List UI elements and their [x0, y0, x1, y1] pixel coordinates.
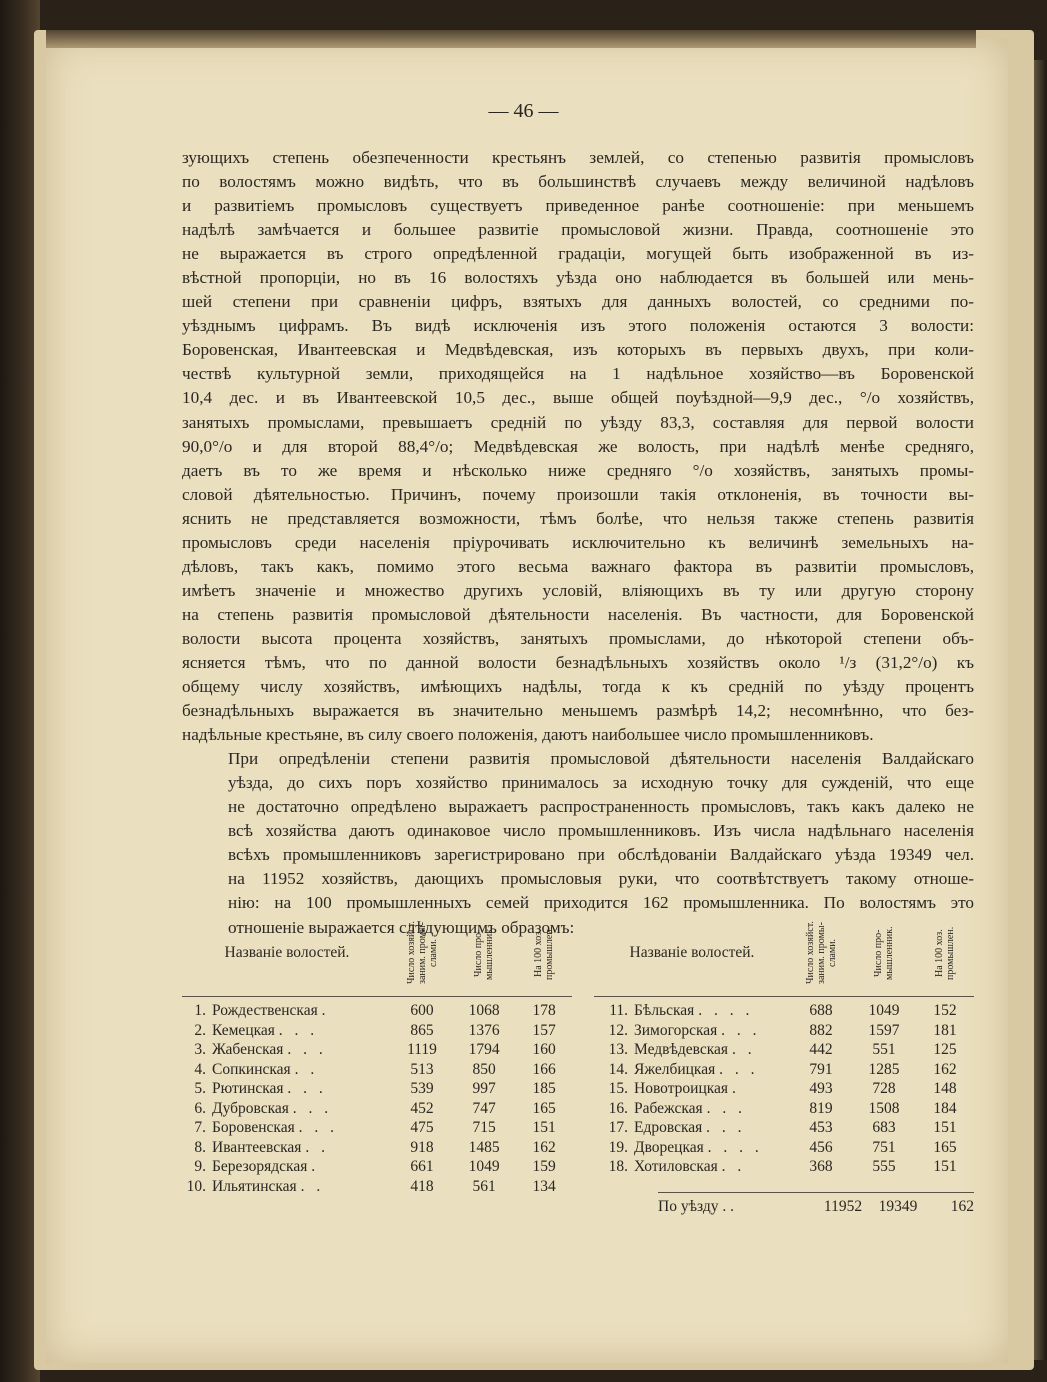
header-district-name: Названіе волостей. — [182, 910, 392, 997]
text-line: 10,4 дес. и въ Ивантеевской 10,5 дес., выше общей поуѣздной—9,9 дес., °/о хозяйствъ, — [182, 388, 974, 408]
text-line: занятыхъ промыслами, превышаетъ средній по уѣзду 83,3, составляя для первой волости — [182, 412, 974, 432]
leader-dots: . — [321, 1002, 330, 1019]
row-number: 13. — [608, 1041, 628, 1058]
district-name: Боровенская — [212, 1119, 295, 1136]
district-name-cell — [634, 997, 790, 1021]
leader-dots: . . — [721, 1158, 746, 1175]
workers-count: 1597 — [868, 1021, 900, 1039]
households-count: 475 — [410, 1119, 434, 1136]
per100-ratio: 134 — [532, 1177, 556, 1195]
text-line: безнадѣльныхъ выражается въ значительно меньшемъ размѣрѣ 14,2; несомнѣнно, что без- — [182, 701, 974, 721]
leader-dots: . . . . — [707, 1138, 763, 1156]
leader-dots: . . — [294, 1060, 319, 1078]
district-name-cell — [634, 1157, 790, 1177]
table-row — [594, 1021, 974, 1041]
workers-count: 997 — [472, 1080, 496, 1097]
district-name: Березорядская — [212, 1158, 308, 1175]
table-row — [594, 1118, 974, 1138]
district-name-cell — [212, 1177, 392, 1197]
body-text — [182, 146, 974, 940]
per100-ratio: 162 — [532, 1138, 556, 1156]
per100-ratio: 159 — [532, 1158, 556, 1175]
households-count: 882 — [809, 1021, 833, 1039]
text-line: имѣетъ значеніе и множество другихъ условій, вліяющихъ въ ту или другую сторону — [182, 580, 974, 600]
leader-dots: . . . . — [698, 1002, 754, 1019]
table-row — [182, 1040, 572, 1060]
workers-count: 1068 — [468, 1002, 500, 1019]
district-name-cell — [634, 1079, 790, 1099]
total-row — [658, 1196, 974, 1218]
text-line: яснить не представляется возможности, тѣмъ болѣе, что нельзя также степень развитія — [182, 508, 974, 528]
row-number: 2. — [194, 1021, 206, 1039]
row-number: 5. — [194, 1080, 206, 1097]
workers-count: 1508 — [868, 1099, 900, 1117]
district-name: Яжелбицкая — [634, 1060, 716, 1078]
row-number: 8. — [194, 1138, 206, 1156]
workers-count: 1794 — [468, 1041, 500, 1058]
households-count: 418 — [410, 1177, 434, 1195]
text-line: по волостямъ можно видѣть, что въ большинствѣ случаевъ между величиной надѣловъ — [182, 172, 974, 192]
table-row — [594, 1138, 974, 1158]
text-line: всѣхъ промышленниковъ зарегистрировано при обслѣдованіи Валдайскаго уѣзда 19349 чел. — [228, 845, 974, 865]
text-line: не выражается въ строго опредѣленной градаціи, могущей быть изображенной въ из- — [182, 244, 974, 264]
leader-dots: . . — [305, 1138, 329, 1156]
table-row — [594, 997, 974, 1021]
table-row — [182, 1177, 572, 1197]
text-line: общему числу хозяйствъ, имѣющихъ надѣлы, тогда к къ средній по уѣзду процентъ — [182, 677, 974, 697]
workers-count: 555 — [872, 1158, 896, 1175]
text-line: зующихъ степень обезпеченности крестьянъ землей, со степенью развитія промысловъ — [182, 148, 974, 167]
table-row — [594, 1040, 974, 1060]
households-count: 368 — [809, 1158, 833, 1175]
workers-count: 1285 — [868, 1060, 900, 1078]
total-rule — [658, 1192, 974, 1193]
workers-count: 715 — [472, 1119, 496, 1136]
per100-ratio: 178 — [532, 1002, 556, 1019]
district-name: Рождественская — [212, 1002, 318, 1019]
per100-ratio: 148 — [933, 1080, 957, 1097]
text-line: промысловъ среди населенія пріурочивать исключительно къ величинѣ земельныхъ на- — [182, 532, 974, 552]
row-number: 16. — [608, 1099, 628, 1117]
header-workers-right: Число про-мышленник. — [852, 910, 916, 997]
text-line: уѣзднымъ цифрамъ. Въ видѣ исключенія изъ этого положенія остаются 3 волости: — [182, 316, 974, 336]
row-number: 6. — [194, 1099, 206, 1117]
households-count: 661 — [410, 1158, 434, 1175]
per100-ratio: 184 — [933, 1099, 957, 1117]
table-right-body — [594, 997, 974, 1177]
leader-dots: . . . — [278, 1021, 319, 1039]
leader-dots: . — [731, 1080, 740, 1097]
per100-ratio: 165 — [933, 1138, 957, 1156]
workers-count: 728 — [872, 1080, 896, 1097]
district-name-cell — [212, 1138, 392, 1158]
district-name-cell — [634, 1040, 790, 1060]
text-line: надѣлѣ замѣчается и большее развитіе промысловой жизни. Правда, соотношеніе это — [182, 220, 974, 240]
households-count: 1119 — [407, 1041, 437, 1058]
district-name-cell — [212, 1060, 392, 1080]
leader-dots: . . . — [287, 1080, 327, 1097]
row-number: 10. — [186, 1177, 206, 1195]
per100-ratio: 185 — [532, 1080, 556, 1097]
text-line: чествѣ культурной земли, приходящейся на 1 надѣльное хозяйство—въ Боровенской — [182, 364, 974, 384]
district-name: Ивантеевская — [212, 1138, 302, 1156]
total-workers: 19349 — [878, 1198, 918, 1215]
row-number: 14. — [608, 1060, 628, 1078]
header-households: Число хозяйст. заним. промы-слами. — [392, 910, 452, 997]
table-left — [182, 910, 572, 1196]
district-name-cell — [634, 1021, 790, 1041]
page-number: — 46 — — [488, 100, 559, 122]
text-line: и развитіемъ промысловъ существуетъ приведенное ранѣе соотношеніе: при меньшемъ — [182, 196, 974, 216]
district-name-cell — [212, 1040, 392, 1060]
households-count: 452 — [410, 1099, 434, 1117]
workers-count: 683 — [872, 1119, 896, 1136]
per100-ratio: 162 — [933, 1060, 957, 1078]
header-district-name-right: Названіе волостей. — [594, 910, 790, 997]
text-line: уѣзда, до сихъ поръ хозяйство принималось за исходную точку для сужденій, что еще — [228, 773, 974, 793]
households-count: 539 — [410, 1080, 434, 1097]
table-right — [594, 910, 974, 1177]
text-line: шей степени при сравненіи цифръ, взятыхъ для данныхъ волостей, со средними по- — [182, 292, 974, 312]
workers-count: 1049 — [868, 1002, 900, 1019]
text-line: дѣловъ, такъ какъ, помимо этого весьма важнаго фактора въ развитіи промысловъ, — [182, 556, 974, 576]
workers-count: 551 — [872, 1041, 896, 1058]
households-count: 865 — [410, 1021, 434, 1039]
households-count: 442 — [809, 1041, 833, 1058]
households-count: 791 — [809, 1060, 833, 1078]
district-name: Хотиловская — [634, 1158, 718, 1175]
leader-dots: . — [311, 1158, 320, 1175]
district-name: Дворецкая — [634, 1138, 704, 1156]
households-count: 513 — [410, 1060, 434, 1078]
header-per100: На 100 хоз. промышлен. — [516, 910, 572, 997]
table-row — [182, 1157, 572, 1177]
row-number: 19. — [608, 1138, 628, 1156]
total-label: По уѣзду . . — [658, 1198, 734, 1215]
households-count: 493 — [809, 1080, 833, 1097]
row-number: 17. — [608, 1119, 628, 1136]
district-name-cell — [634, 1118, 790, 1138]
district-name: Жабенская — [212, 1041, 284, 1058]
district-name: Зимогорская — [634, 1021, 718, 1039]
workers-count: 747 — [472, 1099, 496, 1117]
paragraph-1 — [182, 146, 974, 747]
row-number: 18. — [608, 1158, 628, 1175]
header-per100-right: На 100 хоз. промышлен. — [916, 910, 974, 997]
text-line: Боровенская, Ивантеевская и Медвѣдевская, изъ которыхъ въ первыхъ двухъ, при коли- — [182, 340, 974, 360]
row-number: 4. — [194, 1060, 206, 1078]
per100-ratio: 165 — [532, 1099, 556, 1117]
per100-ratio: 125 — [933, 1041, 957, 1058]
households-count: 688 — [809, 1002, 833, 1019]
district-name-cell — [212, 1099, 392, 1119]
workers-count: 1049 — [468, 1158, 500, 1175]
districts-table — [182, 910, 974, 1230]
households-count: 819 — [809, 1099, 833, 1117]
row-number: 11. — [609, 1002, 628, 1019]
text-line: волости высота процента хозяйствъ, занятыхъ промыслами, до нѣкоторой степени объ- — [182, 628, 974, 648]
table-row — [182, 1138, 572, 1158]
table-row — [182, 1079, 572, 1099]
table-left-body — [182, 997, 572, 1197]
district-name-cell — [212, 1157, 392, 1177]
per100-ratio: 151 — [532, 1119, 556, 1136]
per100-ratio: 151 — [933, 1158, 957, 1175]
district-name: Ильятинская — [212, 1177, 297, 1195]
table-row — [182, 1060, 572, 1080]
district-name: Дубровская — [212, 1099, 289, 1117]
workers-count: 850 — [472, 1060, 496, 1078]
text-line: нію: на 100 промышленныхъ семей приходится 162 промышленника. По волостямъ это — [228, 893, 974, 913]
table-row — [594, 1079, 974, 1099]
text-line: отношеніе выражается слѣдующимъ образомъ: — [228, 917, 575, 937]
per100-ratio: 151 — [933, 1119, 957, 1136]
leader-dots: . . . — [719, 1060, 759, 1078]
households-count: 600 — [410, 1002, 434, 1019]
district-name-cell — [212, 1118, 392, 1138]
per100-ratio: 160 — [532, 1041, 556, 1058]
text-line: ясняется тѣмъ, что по данной волости безнадѣльныхъ хозяйствъ около ¹/з (31,2°/о) къ — [182, 652, 974, 672]
district-name: Кемецкая — [212, 1021, 275, 1039]
leader-dots: . . . — [706, 1119, 746, 1136]
per100-ratio: 166 — [532, 1060, 556, 1078]
leader-dots: . . . — [706, 1099, 746, 1117]
text-line: При опредѣленіи степени развитія промысловой дѣятельности населенія Валдайскаго — [228, 749, 974, 769]
district-name-cell — [634, 1060, 790, 1080]
text-line: даетъ въ то же время и нѣсколько ниже средняго °/о хозяйствъ, занятыхъ промы- — [182, 460, 974, 480]
leader-dots: . . . — [721, 1021, 761, 1039]
workers-count: 1485 — [468, 1138, 500, 1156]
households-count: 453 — [809, 1119, 833, 1136]
households-count: 456 — [809, 1138, 833, 1156]
workers-count: 1376 — [468, 1021, 500, 1039]
district-name: Едровская — [634, 1119, 703, 1136]
district-name-cell — [634, 1138, 790, 1158]
text-line: всѣ хозяйства даютъ одинаковое число промышленниковъ. Изъ числа надѣльнаго населенія — [228, 821, 974, 841]
leader-dots: . . . — [292, 1099, 333, 1117]
district-name: Сопкинская — [212, 1060, 291, 1078]
district-name: Медвѣдевская — [634, 1041, 729, 1058]
table-row — [182, 1099, 572, 1119]
households-count: 918 — [410, 1138, 434, 1156]
per100-ratio: 152 — [933, 1002, 957, 1019]
text-line: 90,0°/о и для второй 88,4°/о; Медвѣдевская же волость, при надѣлѣ менѣе средняго, — [182, 436, 974, 456]
district-name-cell — [634, 1099, 790, 1119]
district-name-cell — [212, 997, 392, 1021]
text-line: словой дѣятельностью. Причинъ, почему произошли такія отклоненія, въ точности вы- — [182, 484, 974, 504]
total-per100: 162 — [950, 1198, 974, 1215]
leader-dots: . . — [300, 1177, 325, 1195]
text-line: надѣльные крестьяне, въ силу своего положенія, даютъ наибольшее число промышленниковъ. — [182, 725, 874, 745]
leader-dots: . . — [731, 1041, 756, 1058]
top-edge-stain — [46, 30, 976, 48]
table-row — [182, 1021, 572, 1041]
per100-ratio: 181 — [933, 1021, 957, 1039]
workers-count: 751 — [872, 1138, 896, 1156]
row-number: 3. — [194, 1041, 206, 1058]
text-line: на степень развитія промысловой дѣятельности населенія. Въ частности, для Боровенской — [182, 604, 974, 624]
workers-count: 561 — [472, 1177, 496, 1195]
district-name: Новотроицкая — [634, 1080, 729, 1097]
leader-dots: . . . — [298, 1119, 338, 1136]
header-workers: Число про-мышленник. — [452, 910, 516, 997]
text-line: не достаточно опредѣлено выражаетъ распространенность промысловъ, такъ какъ далеко не — [228, 797, 974, 817]
table-row — [182, 1118, 572, 1138]
row-number: 1. — [194, 1002, 206, 1019]
text-line: на 11952 хозяйствъ, дающихъ промысловыя руки, что соотвѣтствуетъ такому отноше- — [228, 869, 974, 889]
total-households: 11952 — [823, 1198, 863, 1215]
header-households-right: Число хозяйст. заним. промы-слами. — [790, 910, 852, 997]
table-row — [594, 1060, 974, 1080]
district-name-cell — [212, 1021, 392, 1041]
table-row — [182, 997, 572, 1021]
row-number: 12. — [608, 1021, 628, 1039]
district-name-cell — [212, 1079, 392, 1099]
per100-ratio: 157 — [532, 1021, 556, 1039]
text-line: вѣстной пропорціи, но въ 16 волостяхъ уѣзда оно наблюдается въ большей или мень- — [182, 268, 974, 288]
leader-dots: . . . — [287, 1041, 327, 1058]
district-name: Рютинская — [212, 1080, 284, 1097]
table-row — [594, 1099, 974, 1119]
row-number: 7. — [194, 1119, 206, 1136]
district-name: Бѣльская — [634, 1002, 695, 1019]
district-name: Рабежская — [634, 1099, 703, 1117]
table-row — [594, 1157, 974, 1177]
row-number: 9. — [194, 1158, 206, 1175]
row-number: 15. — [608, 1080, 628, 1097]
